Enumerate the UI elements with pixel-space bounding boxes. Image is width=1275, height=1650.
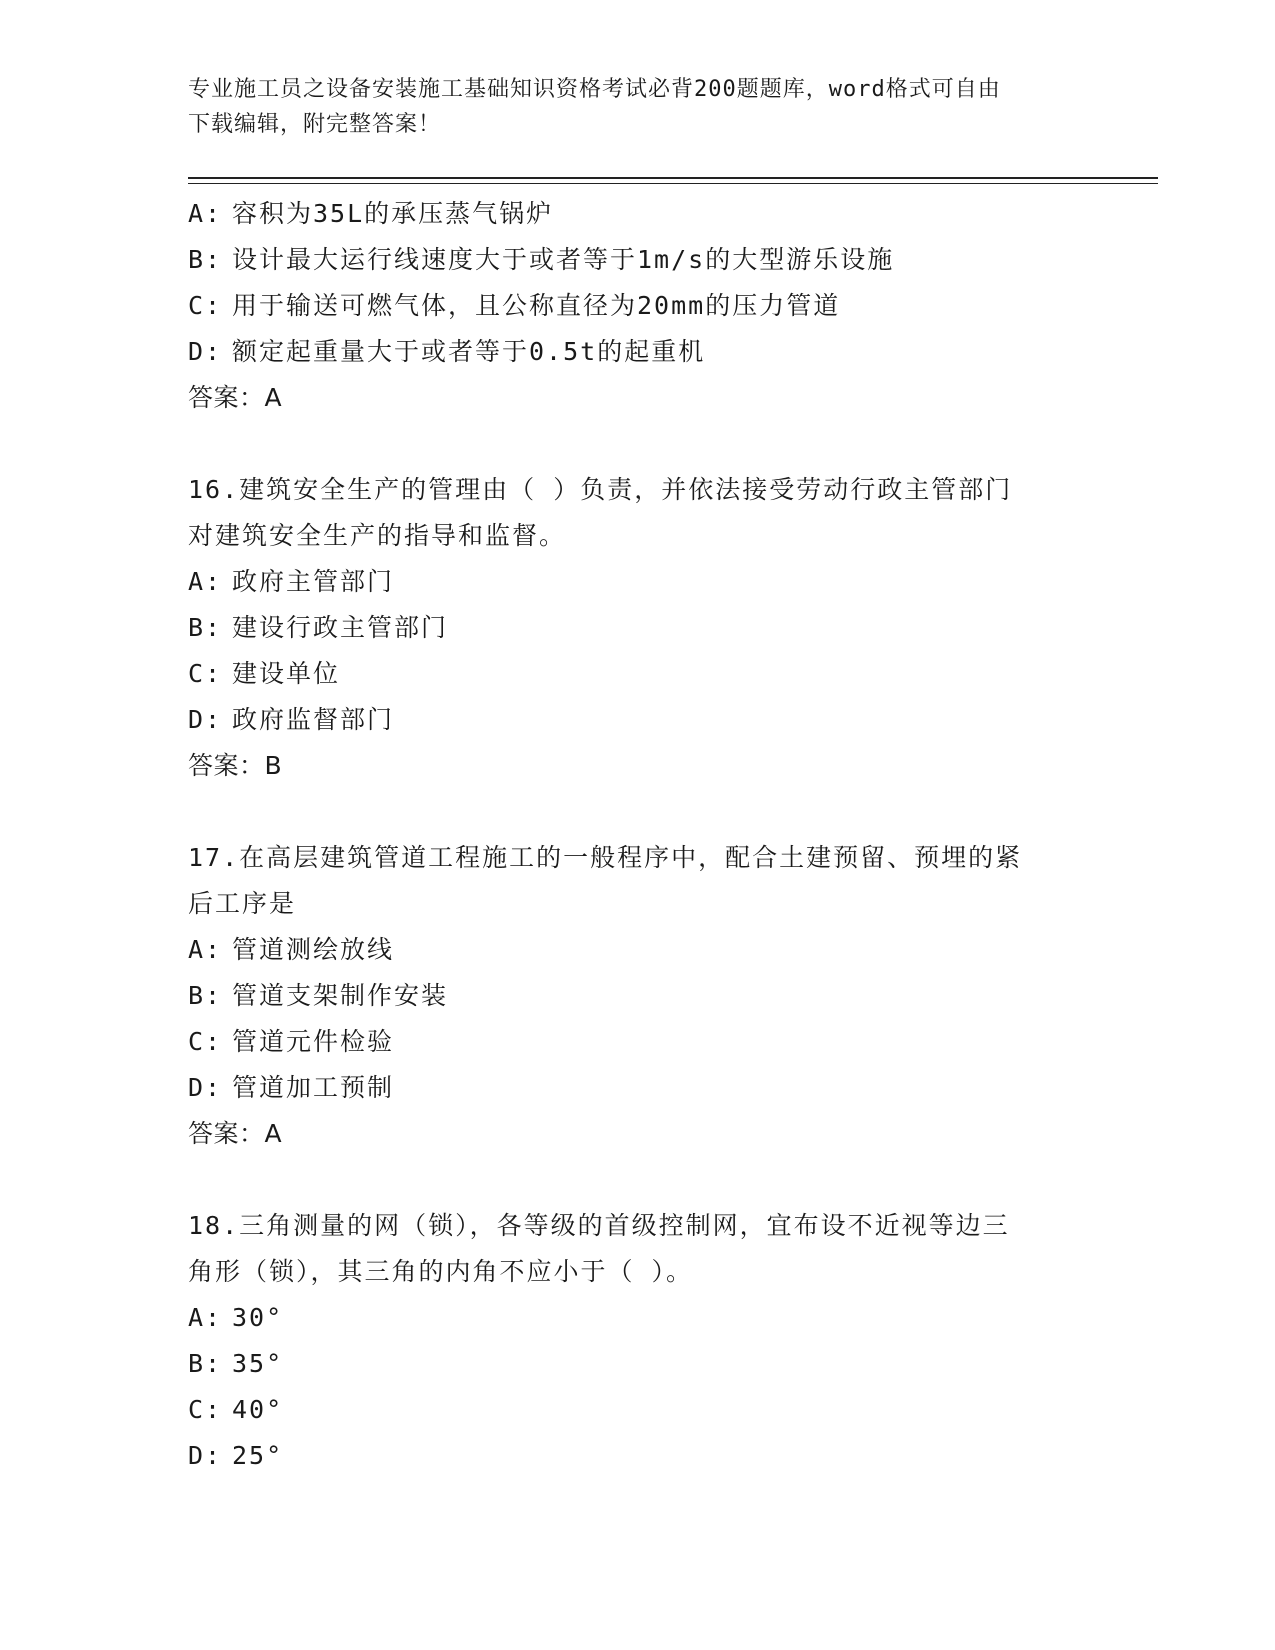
option-key: B: <box>188 245 223 274</box>
option-text: 建设行政主管部门 <box>232 613 449 642</box>
option-text: 35° <box>232 1349 284 1378</box>
answer-line: 答案：A <box>188 383 283 412</box>
option-key: B: <box>188 613 223 642</box>
question-list <box>188 191 1148 1479</box>
option-key: C: <box>188 1027 223 1056</box>
question-16 <box>188 467 1148 789</box>
option-text: 额定起重量大于或者等于0.5t的起重机 <box>232 337 706 366</box>
option-text: 政府主管部门 <box>232 567 395 596</box>
option-text: 建设单位 <box>232 659 341 688</box>
option-a <box>188 191 1148 237</box>
header-divider-thick <box>188 177 1158 179</box>
spacer <box>188 421 1148 467</box>
option-text: 政府监督部门 <box>232 705 395 734</box>
option-key: C: <box>188 659 223 688</box>
option-d <box>188 1433 1148 1479</box>
option-b <box>188 237 1148 283</box>
header-line-1: 专业施工员之设备安装施工基础知识资格考试必背200题题库，word格式可自由 <box>188 77 1001 102</box>
option-key: A: <box>188 567 223 596</box>
option-key: D: <box>188 1441 223 1470</box>
option-text: 管道元件检验 <box>232 1027 395 1056</box>
option-text: 40° <box>232 1395 284 1424</box>
option-c <box>188 283 1148 329</box>
option-key: C: <box>188 1395 223 1424</box>
spacer <box>188 789 1148 835</box>
option-text: 用于输送可燃气体，且公称直径为20mm的压力管道 <box>232 291 841 320</box>
option-text: 设计最大运行线速度大于或者等于1m/s的大型游乐设施 <box>232 245 895 274</box>
option-c <box>188 1019 1148 1065</box>
answer-line: 答案：B <box>188 751 283 780</box>
document-header <box>188 72 1068 142</box>
question-stem-line-2: 角形（锁），其三角的内角不应小于（ ）。 <box>188 1257 694 1286</box>
option-text: 容积为35L的承压蒸气锅炉 <box>232 199 554 228</box>
option-a <box>188 559 1148 605</box>
option-a <box>188 927 1148 973</box>
spacer <box>188 1157 1148 1203</box>
option-key: A: <box>188 1303 223 1332</box>
question-stem-line-1: 16.建筑安全生产的管理由（ ）负责，并依法接受劳动行政主管部门 <box>188 475 1013 504</box>
question-17 <box>188 835 1148 1157</box>
option-b <box>188 973 1148 1019</box>
question-stem-line-1: 18.三角测量的网（锁），各等级的首级控制网，宜布设不近视等边三 <box>188 1211 1010 1240</box>
option-text: 30° <box>232 1303 284 1332</box>
option-d <box>188 697 1148 743</box>
question-18 <box>188 1203 1148 1479</box>
option-key: A: <box>188 199 223 228</box>
option-d <box>188 329 1148 375</box>
option-text: 25° <box>232 1441 284 1470</box>
option-c <box>188 1387 1148 1433</box>
option-key: D: <box>188 1073 223 1102</box>
option-text: 管道支架制作安装 <box>232 981 449 1010</box>
option-b <box>188 1341 1148 1387</box>
question-stem-line-2: 后工序是 <box>188 889 297 918</box>
header-divider-thin <box>188 183 1158 184</box>
option-text: 管道加工预制 <box>232 1073 395 1102</box>
question-15 <box>188 191 1148 421</box>
option-b <box>188 605 1148 651</box>
option-text: 管道测绘放线 <box>232 935 395 964</box>
header-line-2: 下载编辑，附完整答案！ <box>188 112 442 137</box>
question-stem-line-2: 对建筑安全生产的指导和监督。 <box>188 521 567 550</box>
option-d <box>188 1065 1148 1111</box>
option-key: C: <box>188 291 223 320</box>
question-stem-line-1: 17.在高层建筑管道工程施工的一般程序中，配合土建预留、预埋的紧 <box>188 843 1023 872</box>
option-c <box>188 651 1148 697</box>
option-key: D: <box>188 705 223 734</box>
option-key: B: <box>188 981 223 1010</box>
option-key: D: <box>188 337 223 366</box>
option-a <box>188 1295 1148 1341</box>
option-key: B: <box>188 1349 223 1378</box>
option-key: A: <box>188 935 223 964</box>
answer-line: 答案：A <box>188 1119 283 1148</box>
